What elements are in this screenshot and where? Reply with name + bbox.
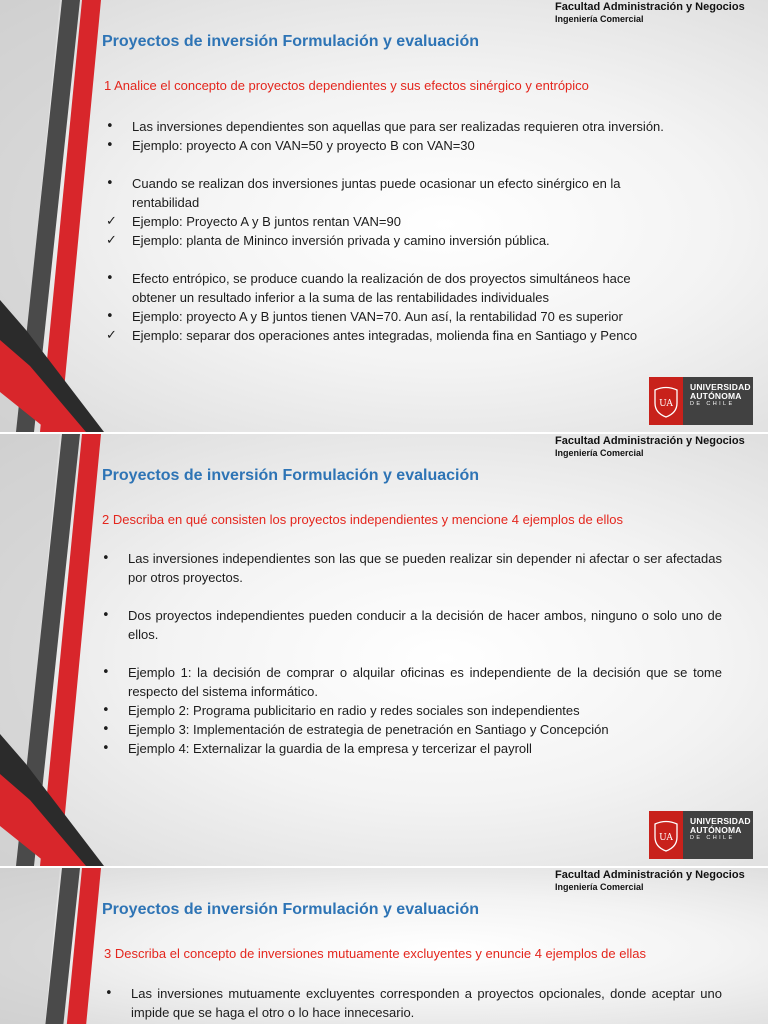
logo-line-1: UNIVERSIDAD [690,816,751,826]
decorative-stripes [0,868,110,1024]
list-item: • Las inversiones mutuamente excluyentes corresponden a proyectos opcionales, donde aceptar uno impide que se haga el otro o lo hace innecesario. [105,986,722,1020]
list-item: ✓ Ejemplo: Proyecto A y B juntos rentan VAN=90 [106,214,401,229]
logo-wordmark [683,811,753,859]
slide-title: Proyectos de inversión Formulación y evaluación [102,901,480,918]
list-item: • Efecto entrópico, se produce cuando la realización de dos proyectos simultáneos hace obtener un resultado inferior a la suma de las rentabilidades individuales [106,271,631,305]
logo-wordmark [683,377,753,425]
bullet-marker: • [105,986,113,1001]
bullet-marker: • [102,741,110,756]
bullet-marker: • [106,309,114,324]
bullet-list [106,117,666,345]
list-item: • Las inversiones dependientes son aquellas que para ser realizadas requieren otra inversión. [106,119,664,134]
list-item: • Ejemplo 3: Implementación de estrategia de penetración en Santiago y Concepción [102,722,609,737]
slide-title: Proyectos de inversión Formulación y evaluación [102,33,480,50]
faculty-name: Facultad Administración y Negocios [555,1,745,13]
bullet-list [102,549,722,758]
school-name: Ingeniería Comercial [555,447,644,458]
question-heading: 3 Describa el concepto de inversiones mutuamente excluyentes y enuncie 4 ejemplos de ellas [104,946,646,961]
university-logo [649,377,753,425]
list-item: ✓ Ejemplo: separar dos operaciones antes integradas, molienda fina en Santiago y Penco [106,328,638,343]
check-icon: ✓ [106,328,117,343]
decorative-stripes [0,434,110,866]
list-item: • Ejemplo: proyecto A con VAN=50 y proyecto B con VAN=30 [106,138,475,153]
decorative-stripes [0,0,110,432]
bullet-marker: • [106,271,114,286]
slide-3 [0,868,768,1024]
logo-initials: UA [659,399,673,409]
bullet-marker: • [106,138,114,153]
logo-initials: UA [659,833,673,843]
slide-title: Proyectos de inversión Formulación y evaluación [102,467,480,484]
bullet-marker: • [102,703,110,718]
faculty-header [555,435,745,458]
check-icon: ✓ [106,214,117,229]
slide-1 [0,0,768,432]
list-item: ✓ Ejemplo: planta de Mininco inversión privada y camino inversión pública. [106,233,550,248]
bullet-marker: • [106,176,114,191]
university-logo [649,811,753,859]
bullet-marker: • [102,665,110,680]
logo-crest-panel [649,811,683,859]
logo-line-2: AUTÓNOMA [690,824,742,835]
list-item: • Ejemplo: proyecto A y B juntos tienen VAN=70. Aun así, la rentabilidad 70 es superior [106,309,623,324]
logo-crest-panel [649,377,683,425]
faculty-header [555,869,745,892]
crest-icon [653,384,679,418]
logo-line-3: DE CHILE [690,400,735,407]
question-heading: 1 Analice el concepto de proyectos dependientes y sus efectos sinérgico y entrópico [104,78,589,93]
bullet-marker: • [106,119,114,134]
list-item: • Las inversiones independientes son las que se pueden realizar sin depender ni afectar o ser afectadas por otros proyectos. [102,551,722,585]
school-name: Ingeniería Comercial [555,881,644,892]
slide-2 [0,434,768,866]
bullet-marker: • [102,608,110,623]
logo-line-1: UNIVERSIDAD [690,382,751,392]
faculty-header [555,1,745,24]
list-item: • Ejemplo 4: Externalizar la guardia de la empresa y tercerizar el payroll [102,741,532,756]
list-item: • Cuando se realizan dos inversiones juntas puede ocasionar un efecto sinérgico en la rentabilidad [106,176,621,210]
logo-line-3: DE CHILE [690,834,735,841]
faculty-name: Facultad Administración y Negocios [555,869,745,881]
list-item: • Dos proyectos independientes pueden conducir a la decisión de hacer ambos, ninguno o solo uno de ellos. [102,608,722,642]
question-heading: 2 Describa en qué consisten los proyectos independientes y mencione 4 ejemplos de ellos [102,512,624,527]
crest-icon [653,818,679,852]
bullet-marker: • [102,551,110,566]
bullet-list [105,984,722,1022]
list-item: • Ejemplo 2: Programa publicitario en radio y redes sociales son independientes [102,703,580,718]
school-name: Ingeniería Comercial [555,13,644,24]
list-item: • Ejemplo 1: la decisión de comprar o alquilar oficinas es independiente de la decisión que se tome respecto del sistema informático. [102,665,722,699]
logo-line-2: AUTÓNOMA [690,390,742,401]
check-icon: ✓ [106,233,117,248]
bullet-marker: • [102,722,110,737]
faculty-name: Facultad Administración y Negocios [555,435,745,447]
